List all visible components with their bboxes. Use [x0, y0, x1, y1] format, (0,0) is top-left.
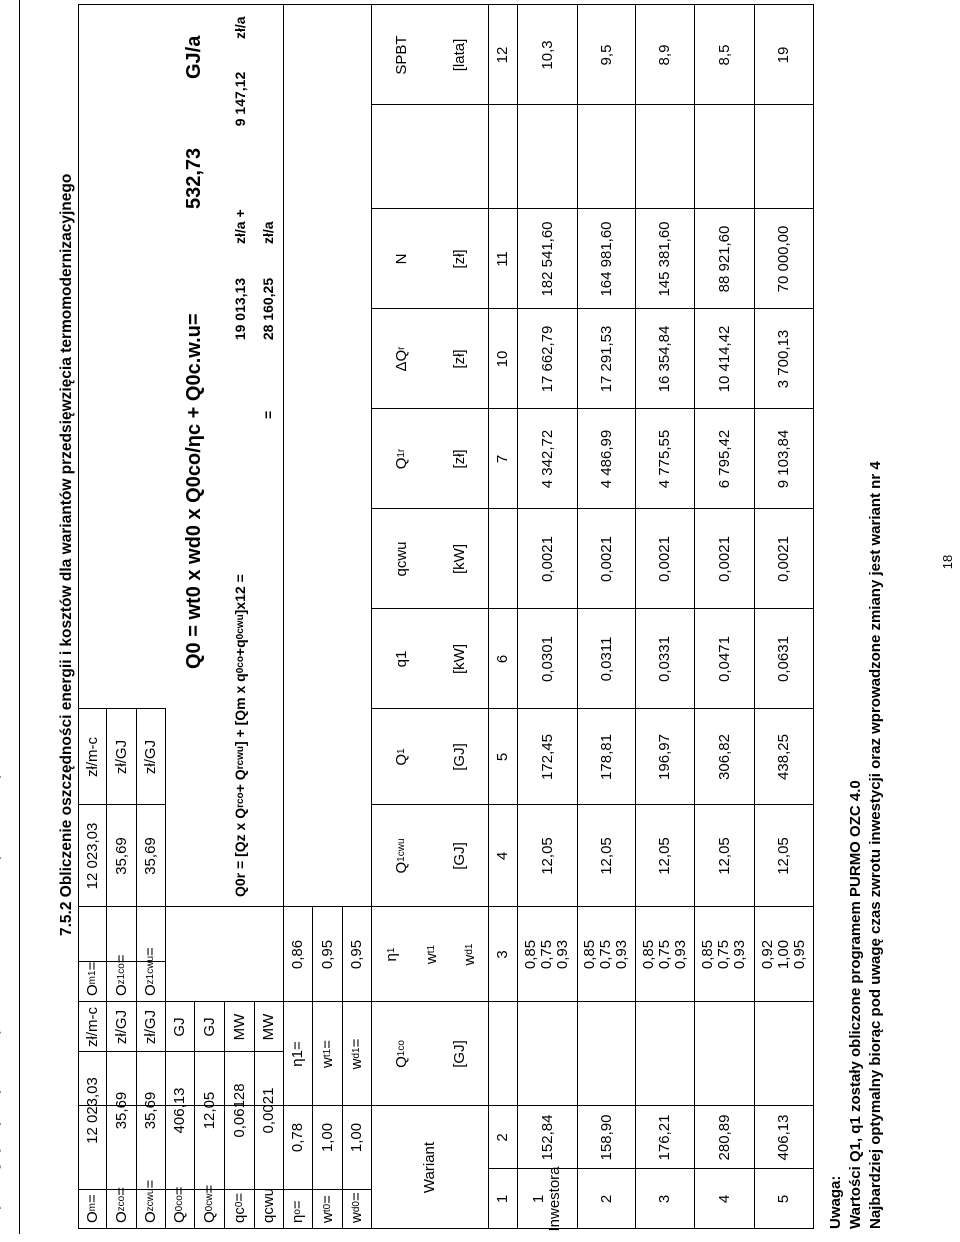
symbol: Q [392, 457, 410, 470]
param-eta0-label [283, 1169, 312, 1229]
formula-v3: 9 147,12 [232, 71, 248, 127]
wd-value: 0,93 [731, 939, 748, 970]
cell-qcwu: 0,0021 [775, 536, 792, 582]
subscript: zcwu [145, 1188, 156, 1212]
param-wd1-label [342, 1002, 371, 1106]
q0r-part: ]x12 = [232, 574, 248, 615]
q0r-part: +q [232, 639, 248, 657]
header-eta1 [371, 907, 411, 1002]
subscript: d1 [464, 943, 475, 955]
param-oz1cwu-unit: zł/GJ [142, 739, 159, 775]
equals: = [83, 1194, 101, 1203]
q0r-sub: rcwu [234, 746, 246, 770]
cell-eta-wt-wd [577, 907, 635, 1002]
variant-label: Inwestora [546, 1166, 563, 1232]
subscript: r [395, 346, 407, 350]
cell-q1: 438,25 [775, 734, 792, 780]
param-wd0-value: 1,00 [348, 1122, 365, 1153]
col-number: 5 [494, 752, 511, 762]
equals: = [142, 1179, 159, 1189]
equals: = [171, 1186, 188, 1196]
param-eta1-value: 0,86 [289, 939, 306, 970]
subscript: d0 [351, 1201, 362, 1213]
notes-line1: Wartości Q1, q1 zostały obliczone programem PURMO OZC 4.0 [846, 780, 864, 1229]
param-wt0-value: 1,00 [318, 1122, 336, 1153]
header-q1cwu [371, 805, 431, 907]
col-number: 11 [494, 251, 511, 267]
formula-q0-value: 532,73 [182, 147, 205, 209]
param-q0co-value: 406,13 [171, 1087, 188, 1134]
notes-title: Uwaga: [826, 1175, 844, 1229]
symbol: Q [200, 1211, 218, 1223]
wt-value: 0,75 [715, 939, 732, 970]
eta-value: 0,85 [581, 939, 598, 970]
cell-q1co: 158,90 [597, 1114, 615, 1161]
q0r-part: + Q [232, 769, 248, 793]
param-oz1co-unit: zł/GJ [112, 739, 130, 775]
cell-eta-wt-wd [517, 907, 577, 1002]
q0r-sub: rco [234, 792, 246, 808]
header-q1kw: q1 [392, 650, 410, 668]
header-wt1 [411, 907, 451, 1002]
subscript: 0 [233, 1201, 245, 1208]
subscript: 1co [395, 1040, 407, 1057]
notes-line2: Najbardziej optymalny biorąc pod uwagę czas zwrotu inwestycji oraz wprowadzone zmiany jest wariant nr 4 [866, 461, 884, 1229]
page-header [0, 473, 1, 1233]
col-number: 4 [494, 851, 511, 861]
cell-dq: 17 291,53 [597, 325, 615, 393]
header-wd1 [451, 907, 488, 1002]
subscript: 0cw [203, 1193, 215, 1212]
param-om1-value: 12 023,03 [83, 822, 101, 890]
formula-v2: 28 160,25 [260, 277, 276, 341]
cell-n: 145 381,60 [656, 221, 673, 297]
eta-value: 0,85 [522, 939, 539, 970]
symbol: O [83, 1211, 101, 1223]
param-ozcwu-unit: zł/GJ [142, 1009, 159, 1045]
cell-dq: 16 354,84 [656, 325, 673, 393]
header-spbt: SPBT [392, 35, 410, 75]
param-ozco-value: 35,69 [112, 1091, 130, 1130]
table-row-variant: 5 [775, 1194, 792, 1204]
cell-q1r: 4 486,99 [597, 429, 615, 489]
param-qcwu-unit: MW [260, 1013, 277, 1041]
unit-n: [zł] [451, 249, 468, 269]
subscript: 1 [395, 748, 407, 754]
cell-q1cwu: 12,05 [656, 837, 673, 875]
equals: = [348, 1038, 365, 1048]
subscript: 1cwu [395, 838, 407, 862]
cell-spbt: 19 [775, 46, 792, 64]
unit-q1cwu: [GJ] [451, 842, 468, 870]
formula-u3: zł/a [232, 16, 248, 39]
subscript: o [292, 1209, 303, 1215]
param-ozco-unit: zł/GJ [112, 1009, 130, 1045]
q0r-part: ] + [Qm x q [232, 673, 248, 747]
subscript: t1 [425, 944, 437, 954]
param-q0cw-value: 12,05 [200, 1091, 218, 1130]
table-row-variant: 2 [597, 1194, 615, 1204]
symbol: O [112, 984, 130, 996]
header-rule [19, 0, 20, 1234]
cell-q1co: 406,13 [775, 1114, 792, 1161]
wd-value: 0,93 [554, 939, 571, 970]
subscript: 1 [385, 947, 397, 954]
header-qcwu: qcwu [392, 541, 410, 577]
symbol: w [422, 953, 440, 965]
param-wd0-label [342, 1169, 371, 1229]
cell-n: 182 541,60 [538, 221, 556, 297]
cell-q1r: 9 103,84 [775, 429, 792, 489]
param-wt1-value: 0,95 [318, 939, 336, 970]
wd-value: 0,93 [613, 939, 630, 970]
symbol: w [318, 1057, 336, 1068]
equals: = [289, 1200, 306, 1210]
symbol: O [142, 984, 159, 996]
symbol: Q [392, 753, 410, 766]
cell-q1r: 6 795,42 [715, 429, 733, 489]
page-number: 18 [940, 554, 955, 570]
unit-q1kw: [kW] [451, 644, 468, 674]
symbol: w [348, 1212, 365, 1223]
formula-v1: 19 013,13 [232, 277, 248, 341]
subscript: z1cwu [145, 955, 156, 985]
param-qcwu-value: 0,0021 [260, 1087, 277, 1134]
subscript: t1 [321, 1048, 333, 1058]
cell-qcwu: 0,0021 [597, 536, 615, 582]
wd-value: 0,95 [790, 939, 808, 970]
q0r-sub: 0cwu [234, 614, 246, 640]
cell-dq: 17 662,79 [538, 325, 556, 393]
unit-q1r: [zł] [451, 449, 468, 469]
eta-value: 0,85 [639, 939, 657, 970]
cell-dq: 10 414,42 [715, 325, 733, 393]
unit-q1: [GJ] [451, 743, 468, 771]
param-qc0-label [224, 1169, 254, 1229]
param-wt0-label [312, 1169, 342, 1229]
param-q0co-label [165, 1169, 194, 1229]
equals: = [230, 1192, 248, 1202]
formula-u1: zł/a + [232, 209, 248, 244]
cell-eta-wt-wd [754, 907, 813, 1002]
unit-q1co: [GJ] [451, 1040, 468, 1068]
cell-spbt: 9,5 [597, 44, 615, 66]
col-number: 1 [494, 1194, 511, 1204]
cell-q1: 178,81 [597, 734, 615, 780]
cell-q1kw: 0,0631 [775, 636, 792, 682]
symbol: O [83, 984, 101, 996]
wd-value: 0,93 [671, 939, 689, 970]
unit-qcwu: [kW] [451, 544, 468, 574]
landscape-page [39, 4, 944, 1232]
col-number: 7 [494, 454, 511, 464]
param-q0cw-unit: GJ [200, 1017, 218, 1037]
equals: = [200, 1184, 218, 1194]
cell-spbt: 8,5 [715, 44, 733, 66]
symbol: η [289, 1214, 306, 1223]
col-number: 2 [494, 1133, 511, 1142]
equals: = [83, 961, 101, 971]
param-q0co-unit: GJ [171, 1017, 188, 1037]
header-dq [371, 309, 431, 409]
col-number: 12 [494, 46, 511, 64]
param-eta1-label: η1= [289, 1041, 306, 1067]
param-oz1co-label [106, 907, 136, 1002]
cell-q1co: 152,84 [538, 1114, 556, 1161]
cell-q1cwu: 12,05 [597, 837, 615, 875]
eta-value: 0,92 [758, 939, 776, 970]
cell-spbt: 8,9 [656, 44, 673, 66]
cell-q1kw: 0,0331 [656, 636, 673, 682]
symbol: Q [171, 1211, 188, 1223]
symbol: O [142, 1211, 159, 1223]
symbol: Q [392, 1056, 410, 1068]
formula-q0: Q0 = wt0 x wd0 x Q0co/ηc + Q0c.w.u= [182, 313, 205, 669]
param-ozcwu-label [136, 1169, 165, 1229]
cell-q1cwu: 12,05 [775, 837, 792, 875]
param-ozcwu-value: 35,69 [142, 1091, 159, 1130]
param-wt1-label [312, 1002, 342, 1106]
symbol: O [112, 1211, 130, 1223]
param-eta0-value: 0,78 [289, 1122, 306, 1153]
cell-q1r: 4 775,55 [656, 429, 673, 489]
wt-value: 0,75 [597, 939, 614, 970]
header-q1 [371, 709, 431, 805]
equals: = [112, 954, 130, 964]
formula-q0r [229, 372, 251, 897]
param-ozco-label [106, 1169, 136, 1229]
param-oz1cwu-value: 35,69 [142, 837, 159, 875]
cell-q1: 196,97 [656, 734, 673, 780]
equals: = [112, 1187, 130, 1196]
subscript: 0co [174, 1195, 185, 1212]
cell-qcwu: 0,0021 [715, 536, 733, 582]
symbol: w [348, 1058, 365, 1070]
header-q1r [371, 409, 431, 509]
cell-q1co: 280,89 [715, 1114, 733, 1161]
symbol: η [382, 953, 400, 962]
cell-q1kw: 0,0311 [597, 636, 615, 682]
cell-q1cwu: 12,05 [715, 837, 733, 875]
symbol: ΔQ [392, 349, 410, 372]
wt-value: 1,00 [774, 939, 792, 970]
table-row-variant: 3 [656, 1194, 673, 1204]
formula-u2: zł/a [260, 221, 276, 244]
equals: = [318, 1040, 336, 1049]
param-om-unit: zł/m-c [83, 1007, 101, 1047]
symbol: w [318, 1212, 336, 1223]
param-q0cw-label [194, 1169, 224, 1229]
cell-n: 164 981,60 [597, 221, 615, 297]
cell-q1r: 4 342,72 [538, 429, 556, 489]
param-qc0-value: 0,06128 [230, 1083, 248, 1138]
cell-eta-wt-wd [635, 907, 694, 1002]
cell-q1kw: 0,0301 [538, 636, 556, 682]
q0r-part: Q0r = [Qz x Q [232, 807, 248, 897]
cell-q1co: 176,21 [656, 1114, 673, 1161]
header-q1co [371, 1002, 431, 1106]
col-number: 10 [494, 350, 511, 368]
subscript: zco [115, 1195, 127, 1212]
param-oz1cwu-label [136, 907, 165, 1002]
col-number: 3 [494, 950, 511, 959]
cell-dq: 3 700,13 [775, 329, 792, 389]
param-wd1-value: 0,95 [348, 939, 365, 970]
unit-dq: [zł] [451, 349, 468, 369]
q0r-sub: 0co [234, 656, 246, 674]
equals: = [142, 947, 159, 956]
subscript: t0 [321, 1203, 333, 1213]
cell-n: 88 921,60 [715, 225, 733, 293]
cell-n: 70 000,00 [775, 225, 792, 293]
variant-number: 1 [530, 1194, 547, 1204]
cell-eta-wt-wd [694, 907, 754, 1002]
cell-qcwu: 0,0021 [538, 536, 556, 582]
param-qcwu-label: qcwu [260, 1187, 277, 1223]
wariant-header: Wariant [421, 1141, 438, 1194]
cell-qcwu: 0,0021 [656, 536, 673, 582]
subscript: d1 [351, 1047, 362, 1059]
subscript: m1 [86, 970, 98, 985]
wt-value: 0,75 [655, 939, 673, 970]
table-row-variant: 4 [715, 1194, 733, 1204]
section-title: 7.5.2 Obliczenie oszczędności energii i kosztów dla wariantów przedsięwzięcia termomodernizacyjnego [58, 173, 75, 936]
param-om-value: 12 023,03 [83, 1077, 101, 1144]
param-om1-unit: zł/m-c [83, 737, 101, 777]
table-row-variant [517, 1166, 577, 1232]
wt-value: 0,75 [538, 939, 555, 970]
subscript: m [86, 1202, 98, 1212]
symbol: w [461, 954, 478, 966]
col-number: 6 [494, 654, 511, 664]
formula-eq: = [260, 410, 276, 419]
cell-q1: 306,82 [715, 734, 733, 780]
cell-q1: 172,45 [538, 734, 556, 780]
param-om-label [78, 1169, 106, 1229]
subscript: 1r [395, 448, 407, 458]
subscript: z1co [115, 963, 127, 985]
symbol: Q [392, 861, 410, 874]
formula-q0-unit: GJ/a [182, 35, 205, 79]
rule [813, 4, 814, 1229]
param-om1-label [78, 907, 106, 1002]
unit-spbt: [lata] [451, 38, 468, 72]
param-qc0-unit: MW [230, 1013, 248, 1041]
equals: = [348, 1192, 365, 1202]
cell-spbt: 10,3 [538, 40, 556, 70]
param-oz1co-value: 35,69 [112, 837, 130, 875]
cell-q1kw: 0,0471 [715, 636, 733, 682]
eta-value: 0,85 [699, 939, 716, 970]
header-n: N [392, 253, 410, 265]
cell-q1cwu: 12,05 [538, 837, 556, 875]
symbol: qc [230, 1207, 248, 1223]
equals: = [318, 1195, 336, 1204]
